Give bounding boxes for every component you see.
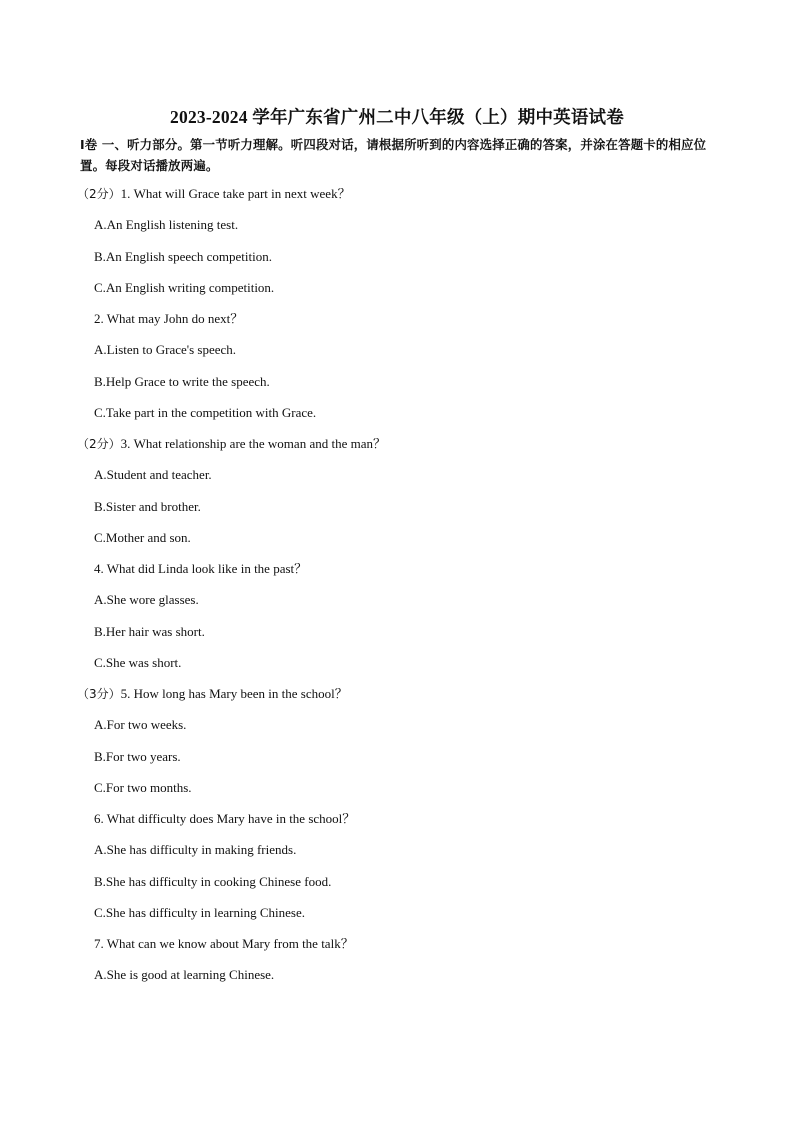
question-label: 5. How long has Mary been in the school？	[120, 686, 348, 701]
answer-option	[0, 744, 794, 775]
answer-option	[0, 900, 794, 931]
option-label: C.She was short.	[94, 654, 182, 670]
answer-option	[0, 775, 794, 806]
question-score: （3分）	[77, 687, 121, 701]
answer-option	[0, 462, 794, 493]
option-label: A.Listen to Grace's speech.	[94, 342, 237, 358]
question-text	[0, 806, 794, 837]
option-label: A.Student and teacher.	[94, 467, 212, 483]
question-score: （2分）	[77, 437, 121, 451]
option-label: C.Mother and son.	[94, 529, 191, 545]
question-text	[0, 181, 794, 212]
question-label: 3. What relationship are the woman and the man？	[120, 436, 386, 451]
answer-option	[0, 712, 794, 743]
answer-option	[0, 962, 794, 993]
option-label: B.Her hair was short.	[94, 623, 205, 639]
answer-option	[0, 400, 794, 431]
answer-option	[0, 212, 794, 243]
question-list	[0, 181, 794, 994]
option-label: A.An English listening test.	[94, 217, 239, 233]
option-label: C.Take part in the competition with Grace.	[94, 404, 317, 420]
answer-option	[0, 244, 794, 275]
question-text	[0, 306, 794, 337]
answer-option	[0, 869, 794, 900]
answer-option	[0, 494, 794, 525]
question-score: （2分）	[77, 187, 121, 201]
question-text	[0, 931, 794, 962]
option-label: A.She has difficulty in making friends.	[94, 842, 297, 858]
option-label: B.Help Grace to write the speech.	[94, 373, 270, 389]
option-label: B.She has difficulty in cooking Chinese food.	[94, 873, 332, 889]
option-label: A.She is good at learning Chinese.	[94, 967, 275, 983]
question-text	[0, 556, 794, 587]
option-label: C.For two months.	[94, 779, 192, 795]
answer-option	[0, 650, 794, 681]
question-label: 4. What did Linda look like in the past？	[94, 561, 308, 576]
question-label: 1. What will Grace take part in next week？	[120, 186, 351, 201]
answer-option	[0, 619, 794, 650]
question-label: 7. What can we know about Mary from the talk？	[94, 936, 354, 951]
option-label: B.Sister and brother.	[94, 498, 201, 514]
answer-option	[0, 837, 794, 868]
question-text	[0, 681, 794, 712]
option-label: A.She wore glasses.	[94, 592, 199, 608]
option-label: C.She has difficulty in learning Chinese.	[94, 904, 305, 920]
exam-title: 2023-2024 学年广东省广州二中八年级（上）期中英语试卷	[170, 107, 624, 127]
answer-option	[0, 587, 794, 618]
option-label: B.An English speech competition.	[94, 248, 273, 264]
answer-option	[0, 337, 794, 368]
option-label: A.For two weeks.	[94, 717, 187, 733]
question-label: 6. What difficulty does Mary have in the school？	[94, 811, 356, 826]
question-text	[0, 431, 794, 462]
option-label: B.For two years.	[94, 748, 181, 764]
answer-option	[0, 525, 794, 556]
question-label: 2. What may John do next？	[94, 311, 244, 326]
answer-option	[0, 369, 794, 400]
answer-option	[0, 275, 794, 306]
listening-instructions: Ⅰ卷 一、听力部分。第一节听力理解。听四段对话，请根据所听到的内容选择正确的答案，并涂在答题卡的相应位置。每段对话播放两遍。	[80, 137, 707, 173]
option-label: C.An English writing competition.	[94, 279, 275, 295]
